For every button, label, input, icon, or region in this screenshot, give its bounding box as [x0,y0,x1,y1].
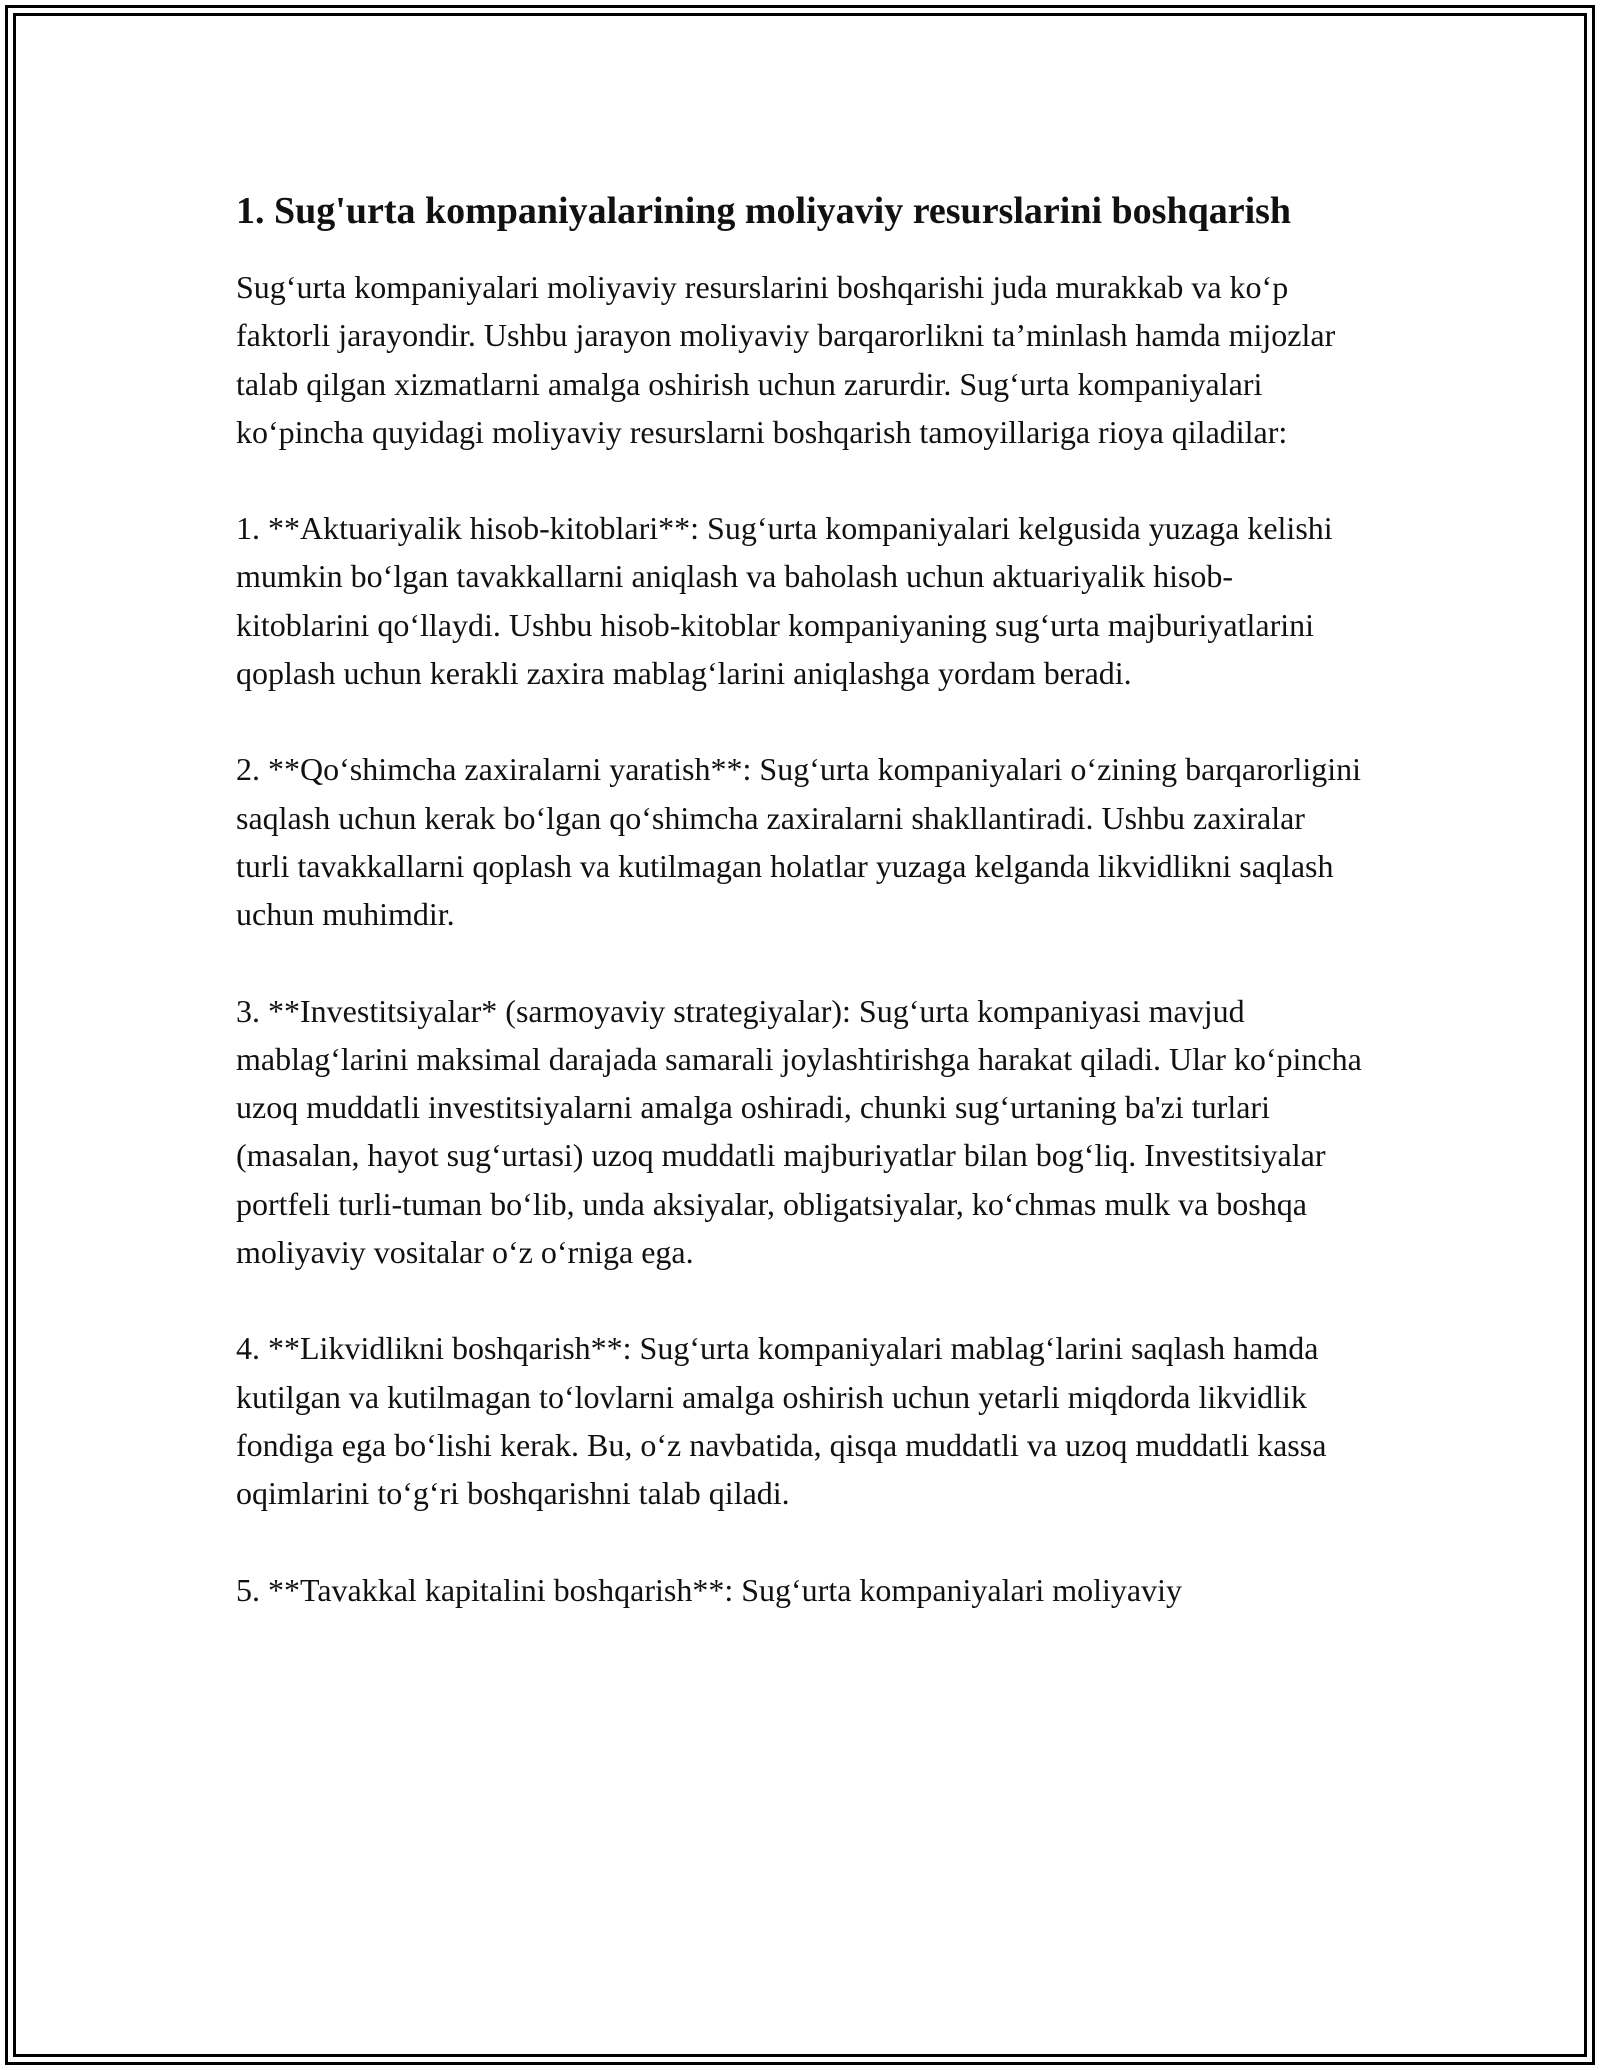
list-item-actuarial: 1. **Aktuariyalik hisob-kitoblari**: Sug‘urta kompaniyalari kelgusida yuzaga kelishi mumkin bo‘lgan tavakkallarni aniqlash va baholash uchun aktuariyalik hisob-kitoblarini qo‘llaydi. Ushbu hisob-kitoblar kompaniyaning sug‘urta majburiyatlarini qoplash uchun kerakli zaxira mablag‘larini aniqlashga yordam beradi. [236,510,1333,692]
intro-paragraph: Sug‘urta kompaniyalari moliyaviy resurslarini boshqarishi juda murakkab va ko‘p faktorli jarayondir. Ushbu jarayon moliyaviy barqarorlikni ta’minlash hamda mijozlar talab qilgan xizmatlarni amalga oshirish uchun zarurdir. Sug‘urta kompaniyalari ko‘pincha quyidagi moliyaviy resurslarni boshqarish tamoyillariga rioya qiladilar: [236,269,1336,450]
document-title: 1. Sug'urta kompaniyalarining moliyaviy resurslarini boshqarish [236,190,1292,232]
list-item-reserves: 2. **Qo‘shimcha zaxiralarni yaratish**: Sug‘urta kompaniyalari o‘zining barqarorligini saqlash uchun kerak bo‘lgan qo‘shimcha zaxiralarni shakllantiradi. Ushbu zaxiralar turli tavakkallarni qoplash va kutilmagan holatlar yuzaga kelganda likvidlikni saqlash uchun muhimdir. [236,751,1361,933]
list-item-risk-capital: 5. **Tavakkal kapitalini boshqarish**: Sug‘urta kompaniyalari moliyaviy [236,1571,1183,1608]
list-item-investments: 3. **Investitsiyalar* (sarmoyaviy strategiyalar): Sug‘urta kompaniyasi mavjud mablag‘larini maksimal darajada samarali joylashtirishga harakat qiladi. Ular ko‘pincha uzoq muddatli investitsiyalarni amalga oshiradi, chunki sug‘urtaning ba'zi turlari (masalan, hayot sug‘urtasi) uzoq muddatli majburiyatlar bilan bog‘liq. Investitsiyalar portfeli turli-tuman bo‘lib, unda aksiyalar, obligatsiyalar, ko‘chmas mulk va boshqa moliyaviy vositalar o‘z o‘rniga ega. [236,992,1362,1271]
list-item-liquidity: 4. **Likvidlikni boshqarish**: Sug‘urta kompaniyalari mablag‘larini saqlash hamda kutilgan va kutilmagan to‘lovlarni amalga oshirish uchun yetarli miqdorda likvidlik fondiga ega bo‘lishi kerak. Bu, o‘z navbatida, qisqa muddatli va uzoq muddatli kassa oqimlarini to‘g‘ri boshqarishni talab qiladi. [236,1330,1327,1512]
document-body [236,185,1366,1662]
